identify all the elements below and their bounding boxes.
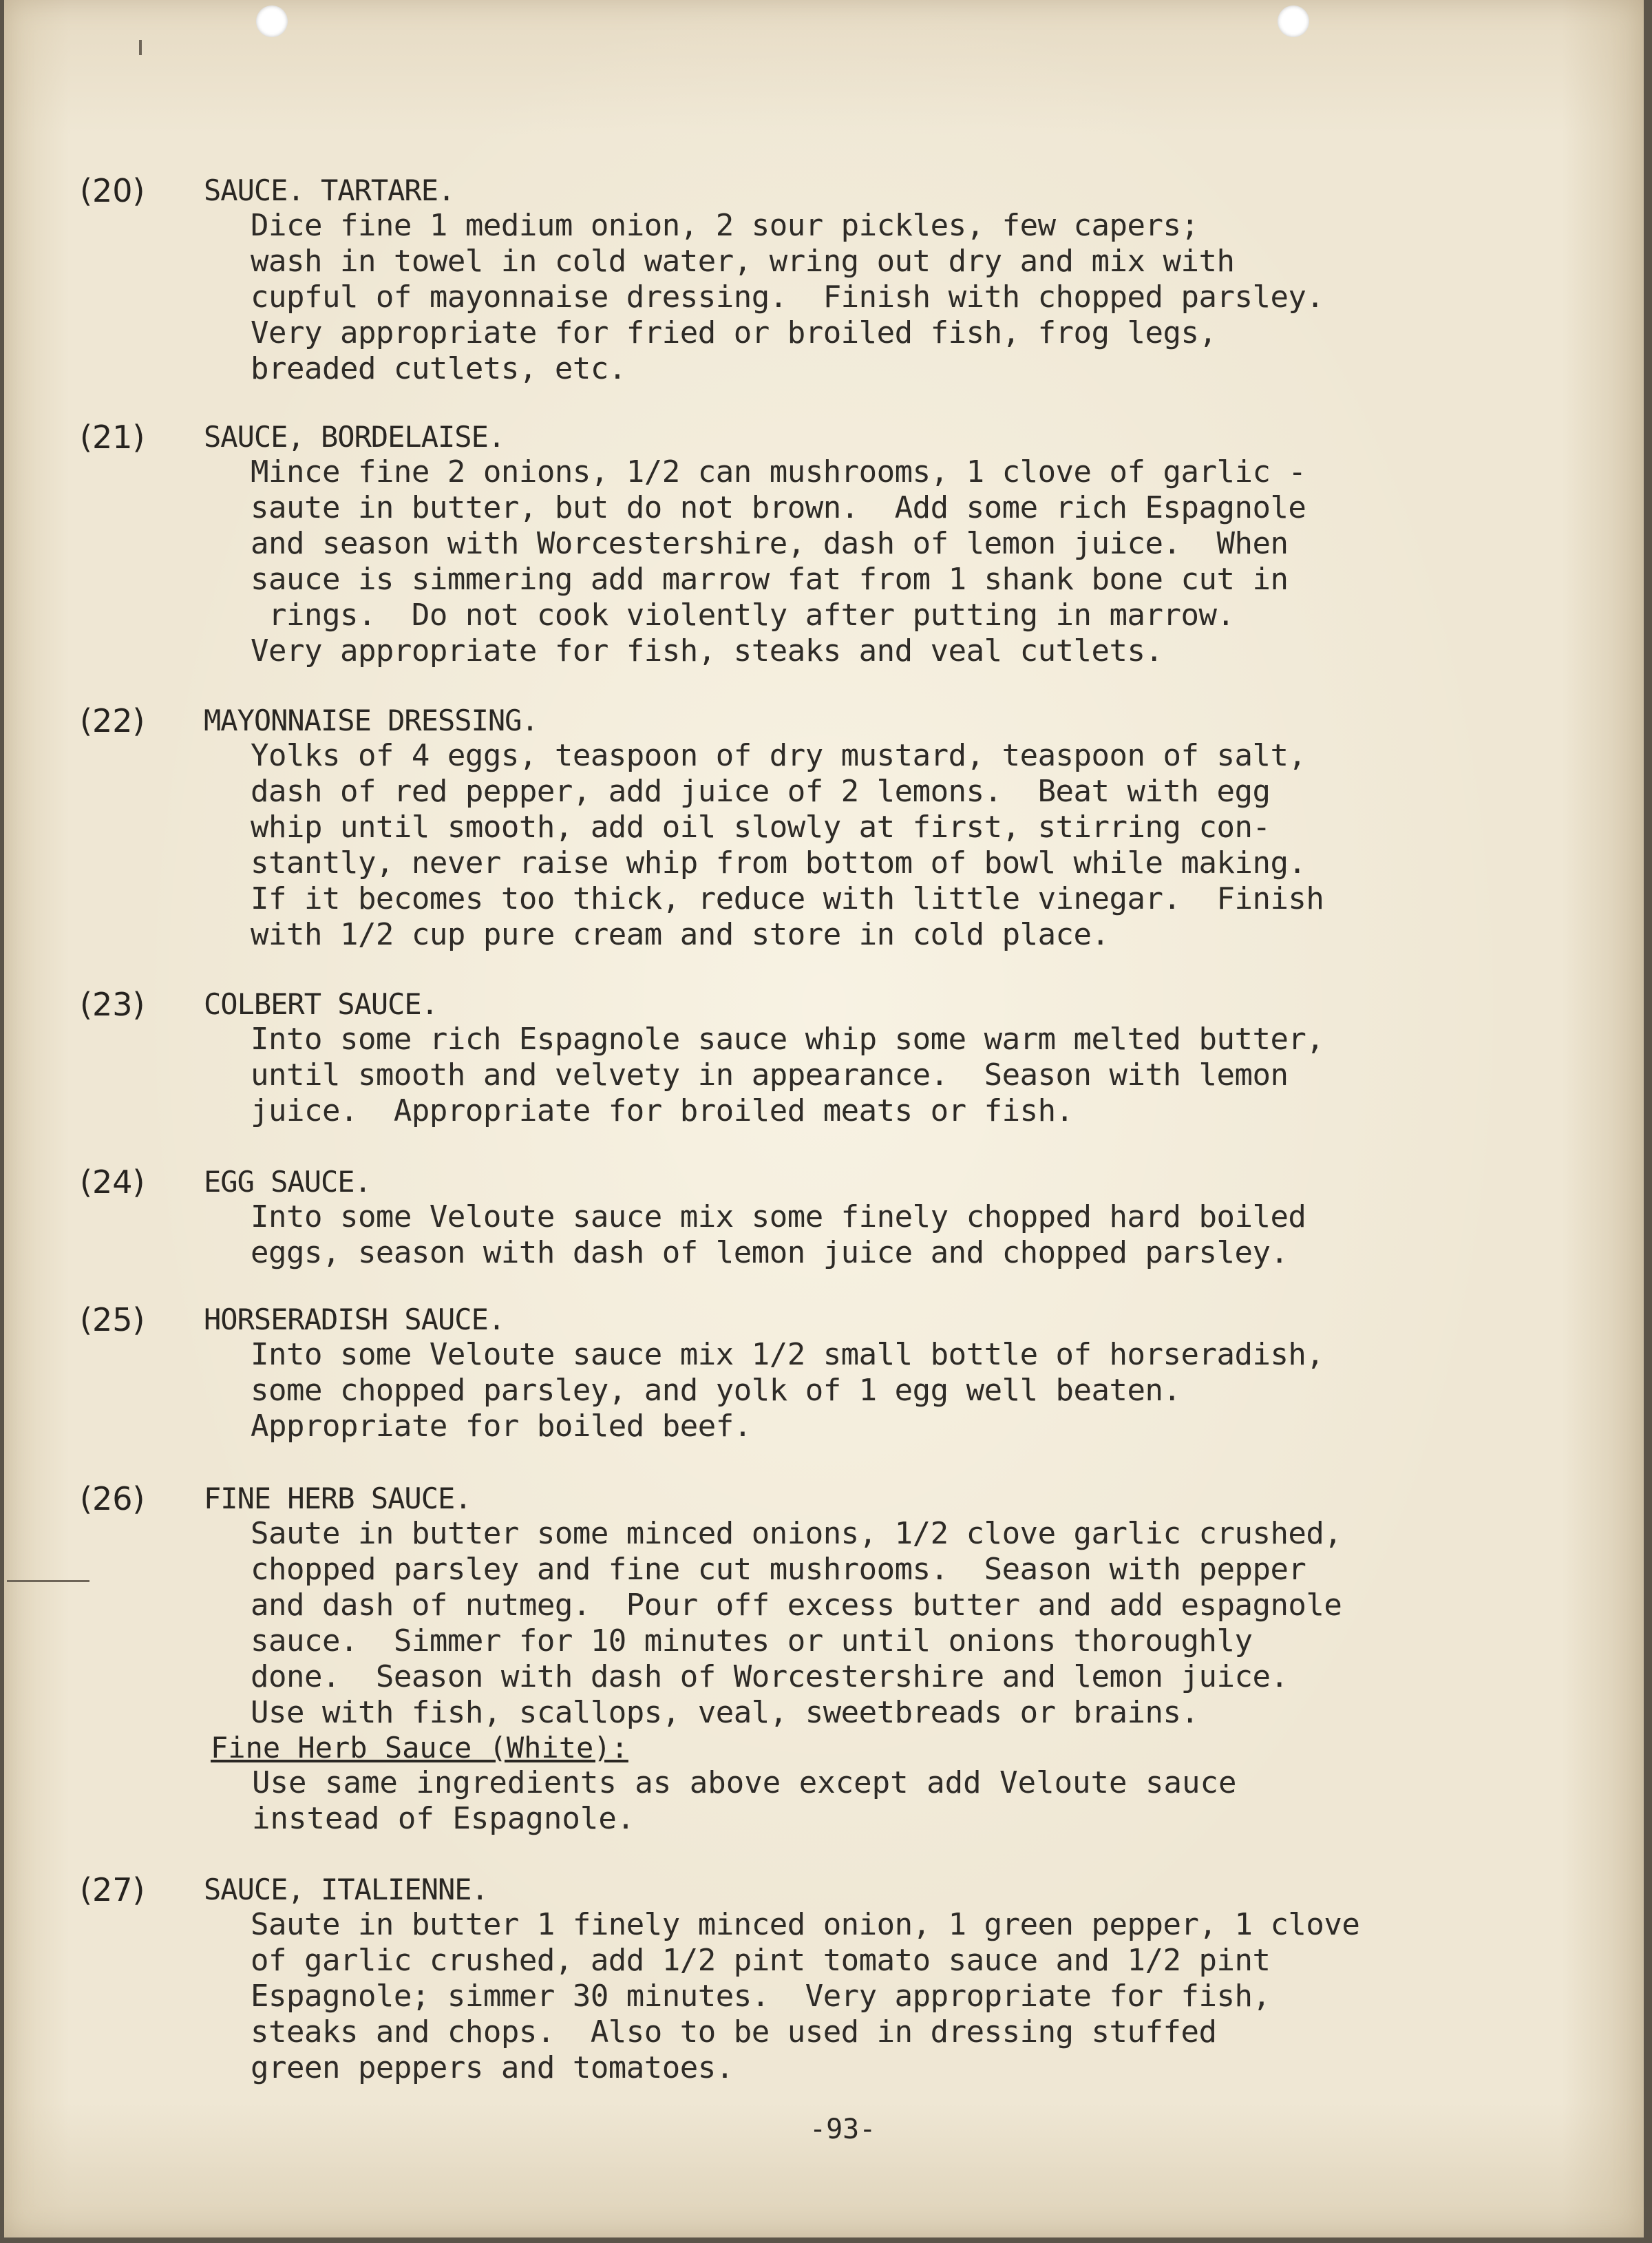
recipe-number: (26) [80, 1480, 145, 1517]
body-line: Saute in butter some minced onions, 1/2 clove garlic crushed, [251, 1516, 1342, 1551]
subheading: Fine Herb Sauce (White): [211, 1731, 628, 1765]
body-line: stantly, never raise whip from bottom of bowl while making. [251, 845, 1306, 881]
body-line: some chopped parsley, and yolk of 1 egg well beaten. [251, 1373, 1181, 1408]
sub-body [252, 1765, 1236, 1837]
recipe-number: (22) [80, 702, 145, 739]
body-line: eggs, season with dash of lemon juice and chopped parsley. [251, 1235, 1289, 1270]
body-line: Very appropriate for fried or broiled fish, frog legs, [251, 315, 1217, 350]
body-line: Into some Veloute sauce mix 1/2 small bottle of horseradish, [251, 1337, 1324, 1372]
body-line: sauce. Simmer for 10 minutes or until onions thoroughly [251, 1623, 1253, 1658]
body-line: saute in butter, but do not brown. Add some rich Espagnole [251, 490, 1306, 525]
body-line: Into some Veloute sauce mix some finely chopped hard boiled [251, 1199, 1306, 1234]
recipe-title: EGG SAUCE. [204, 1165, 371, 1199]
recipe-number: (24) [80, 1163, 145, 1201]
ink-mark [7, 1580, 89, 1582]
recipe-body [251, 1337, 1324, 1444]
recipe-title: SAUCE, BORDELAISE. [204, 420, 505, 454]
body-line: Yolks of 4 eggs, teaspoon of dry mustard, teaspoon of salt, [251, 738, 1306, 773]
body-line: If it becomes too thick, reduce with little vinegar. Finish [251, 881, 1324, 916]
body-line: Saute in butter 1 finely minced onion, 1 green pepper, 1 clove [251, 1907, 1360, 1942]
body-line: Appropriate for boiled beef. [251, 1409, 752, 1444]
recipe-body [251, 1022, 1324, 1129]
ink-mark [139, 40, 142, 55]
recipe-body [251, 1516, 1342, 1731]
recipe-title: SAUCE, ITALIENNE. [204, 1873, 488, 1906]
body-line: and dash of nutmeg. Pour off excess butter and add espagnole [251, 1588, 1342, 1623]
body-line: green peppers and tomatoes. [251, 2050, 734, 2085]
page-number: -93- [809, 2114, 876, 2145]
body-line: Into some rich Espagnole sauce whip some warm melted butter, [251, 1022, 1324, 1057]
recipe-body [251, 1199, 1306, 1271]
recipe-title: FINE HERB SAUCE. [204, 1482, 472, 1515]
recipe-body [251, 208, 1324, 387]
recipe-number: (27) [80, 1871, 145, 1908]
body-line: Mince fine 2 onions, 1/2 can mushrooms, 1 clove of garlic - [251, 454, 1306, 489]
recipe-title: SAUCE. TARTARE. [204, 173, 455, 207]
body-line: cupful of mayonnaise dressing. Finish with chopped parsley. [251, 280, 1324, 315]
body-line: and season with Worcestershire, dash of lemon juice. When [251, 526, 1289, 561]
body-line: with 1/2 cup pure cream and store in cold place. [251, 917, 1110, 952]
body-line: rings. Do not cook violently after putting in marrow. [251, 598, 1235, 633]
body-line: of garlic crushed, add 1/2 pint tomato sauce and 1/2 pint [251, 1943, 1271, 1978]
recipe-number: (21) [80, 419, 145, 456]
body-line: Very appropriate for fish, steaks and veal cutlets. [251, 633, 1163, 668]
body-line: juice. Appropriate for broiled meats or fish. [251, 1093, 1074, 1128]
punch-hole [1278, 6, 1309, 37]
recipe-body [251, 738, 1324, 953]
body-line: instead of Espagnole. [252, 1801, 635, 1836]
body-line: Dice fine 1 medium onion, 2 sour pickles, few capers; [251, 208, 1199, 243]
body-line: until smooth and velvety in appearance. Season with lemon [251, 1057, 1289, 1093]
body-line: chopped parsley and fine cut mushrooms. Season with pepper [251, 1552, 1306, 1587]
body-line: Espagnole; simmer 30 minutes. Very appropriate for fish, [251, 1979, 1271, 2014]
recipe-number: (25) [80, 1301, 145, 1338]
recipe-number: (20) [80, 172, 145, 209]
recipe-number: (23) [80, 986, 145, 1023]
body-line: breaded cutlets, etc. [251, 351, 626, 386]
body-line: done. Season with dash of Worcestershire and lemon juice. [251, 1659, 1289, 1694]
body-line: steaks and chops. Also to be used in dressing stuffed [251, 2014, 1217, 2050]
document-page [4, 0, 1644, 2237]
body-line: Use with fish, scallops, veal, sweetbreads or brains. [251, 1695, 1199, 1730]
body-line: wash in towel in cold water, wring out dry and mix with [251, 244, 1235, 279]
body-line: whip until smooth, add oil slowly at first, stirring con- [251, 810, 1271, 845]
recipe-title: MAYONNAISE DRESSING. [204, 704, 538, 737]
recipe-body [251, 454, 1306, 669]
body-line: Use same ingredients as above except add Veloute sauce [252, 1765, 1237, 1800]
body-line: sauce is simmering add marrow fat from 1 shank bone cut in [251, 562, 1289, 597]
punch-hole [256, 6, 288, 37]
body-line: dash of red pepper, add juice of 2 lemons. Beat with egg [251, 774, 1271, 809]
recipe-body [251, 1907, 1359, 2086]
recipe-title: HORSERADISH SAUCE. [204, 1303, 505, 1336]
recipe-title: COLBERT SAUCE. [204, 987, 438, 1021]
